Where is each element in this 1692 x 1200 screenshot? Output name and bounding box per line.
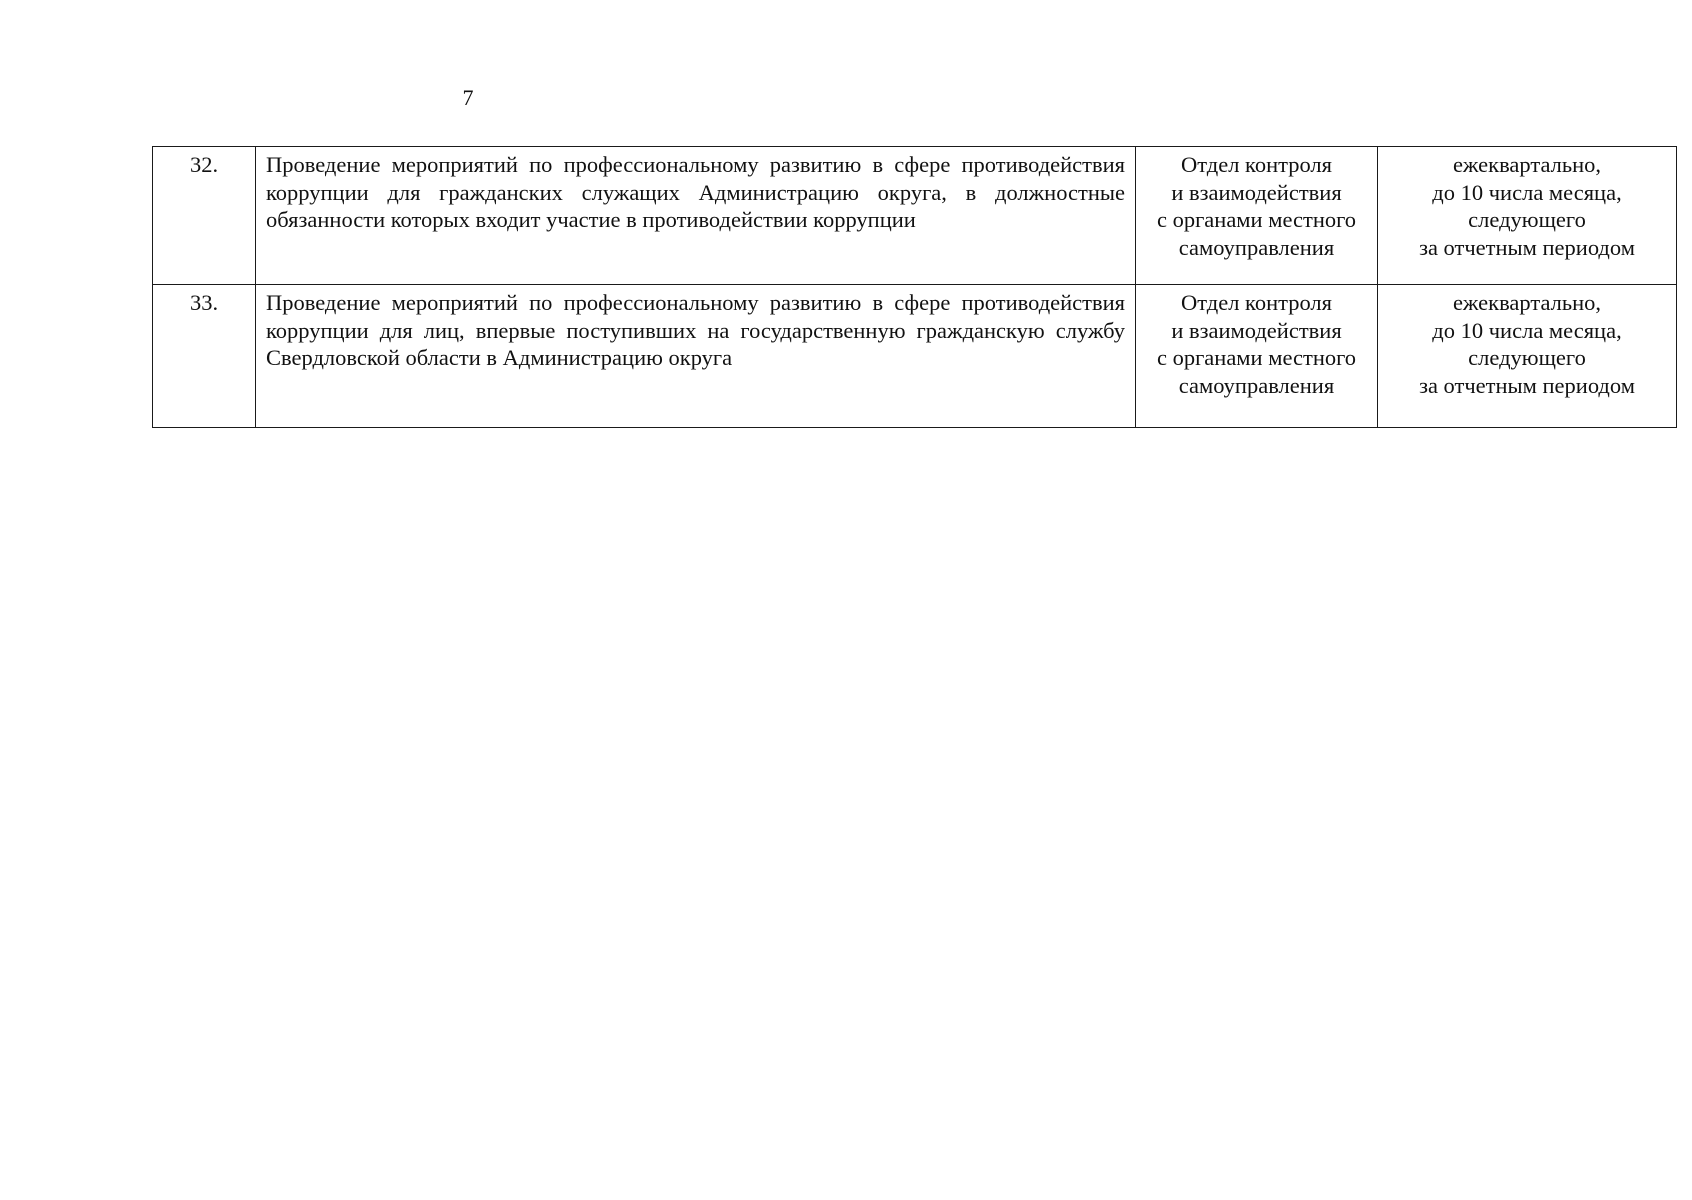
page-number-text: 7 — [462, 85, 474, 110]
deadline-line: за отчетным периодом — [1419, 372, 1635, 398]
deadline-line: до 10 числа месяца, — [1432, 179, 1622, 205]
responsible-line: с органами местного — [1156, 207, 1357, 232]
deadline-line: следующего — [1468, 207, 1586, 232]
responsible-line: Отдел контроля — [1180, 290, 1333, 315]
table-row — [153, 147, 1677, 285]
responsible-line: и взаимодействия — [1171, 317, 1342, 343]
responsible-line: и взаимодействия — [1171, 179, 1342, 205]
responsible-executor — [1136, 147, 1378, 285]
responsible-line: самоуправления — [1178, 234, 1335, 260]
row-number: 33. — [153, 285, 256, 428]
row-number: 32. — [153, 147, 256, 285]
responsible-line: самоуправления — [1178, 372, 1335, 398]
deadline — [1378, 147, 1677, 285]
table-row — [153, 285, 1677, 428]
measure-description: Проведение мероприятий по профессиональному развитию в сфере противодействия коррупции для гражданских служащих Администрацию округа, в должностные обязанности которых входит участие в противодействии коррупции — [256, 147, 1136, 285]
deadline — [1378, 285, 1677, 428]
deadline-line: до 10 числа месяца, — [1432, 317, 1622, 343]
responsible-line: Отдел контроля — [1180, 152, 1333, 177]
measures-table — [152, 146, 1677, 428]
deadline-line: за отчетным периодом — [1419, 234, 1635, 260]
deadline-line: следующего — [1468, 345, 1586, 370]
measure-description: Проведение мероприятий по профессиональному развитию в сфере противодействия коррупции для лиц, впервые поступивших на государственную гражданскую службу Свердловской области в Администрацию округа — [256, 285, 1136, 428]
responsible-executor — [1136, 285, 1378, 428]
deadline-line: ежеквартально, — [1452, 290, 1602, 315]
deadline-line: ежеквартально, — [1452, 152, 1602, 177]
page-number — [0, 86, 1692, 110]
responsible-line: с органами местного — [1156, 345, 1357, 370]
